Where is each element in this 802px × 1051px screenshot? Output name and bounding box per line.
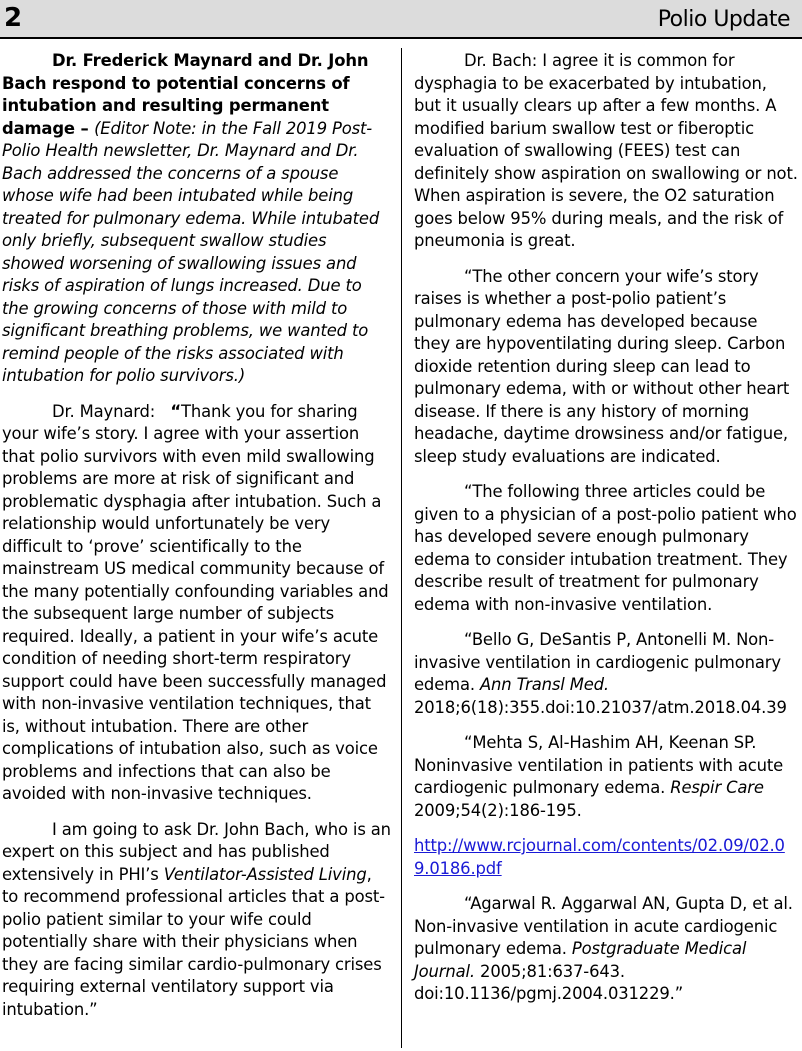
- maynard-label: Dr. Maynard:: [52, 401, 156, 421]
- reference-2-citation: 2009;54(2):186-195.: [414, 800, 582, 820]
- article-headline: Dr. Frederick Maynard and Dr. John Bach respond to potential concerns of intubation and resulting permanent damage: [2, 51, 369, 138]
- bach-paragraph: Dr. Bach: I agree it is common for dysphagia to be exacerbated by intubation, but it usually clears up after a few months. A modified barium swallow test or fiberoptic evaluation of swallowing (FEES) test can definitely show aspiration on swallowing or not. When aspiration is severe, the O2 saturation goes below 95% during meals, and the risk of pneumonia is great.: [414, 51, 798, 250]
- publication-name: Ventilator-Assisted Living: [163, 864, 367, 884]
- reference-2-link-paragraph: [414, 835, 798, 880]
- maynard-quote-mark: “: [170, 401, 181, 421]
- reference-1-journal: Ann Transl Med.: [479, 675, 609, 694]
- newsletter-title: Polio Update: [657, 7, 790, 32]
- ask-text-after: , to recommend professional articles that a post-polio patient similar to your wife could potentially share with their physicians when they are facing similar cardio-pulmonary crises requiring external ventilatory support via intubation.”: [2, 864, 385, 1019]
- reference-2-authors: “Mehta S, Al-Hashim AH, Keenan SP. Noninvasive ventilation in patients with acute cardiogenic pulmonary edema.: [414, 733, 784, 797]
- ask-bach-paragraph: [2, 819, 392, 1022]
- reference-2-link[interactable]: http://www.rcjournal.com/contents/02.09/02.09.0186.pdf: [414, 836, 785, 878]
- reference-3-journal: Postgraduate Medical Journal.: [414, 939, 747, 981]
- reference-1-citation: 2018;6(18):355.doi:10.21037/atm.2018.04.39: [414, 697, 787, 717]
- reference-1-authors: “Bello G, DeSantis P, Antonelli M. Non-invasive ventilation in cardiogenic pulmonary edema.: [414, 630, 781, 694]
- maynard-text: Thank you for sharing your wife’s story. I agree with your assertion that polio survivors with even mild swallowing problems are more at risk of significant and problematic dysphagia after intubation. Such a relationship would unfortunately be very difficult to ‘prove’ scientifically to the mainstream US medical community because of the many potentially confounding variables and the subsequent large number of subjects required. Ideally, a patient in your wife’s acute condition of needing short-term respiratory support could have been successfully managed with non-invasive ventilation techniques, that is, without intubation. There are other complications of intubation also, such as voice problems and infections that can also be avoided with non-invasive techniques.: [2, 401, 389, 803]
- reference-3: [414, 893, 798, 1006]
- ask-text-before: I am going to ask Dr. John Bach, who is an expert on this subject and has published extensively in PHI’s: [2, 819, 391, 884]
- three-articles-paragraph: “The following three articles could be given to a physician of a post-polio patient who has developed severe enough pulmonary edema to consider intubation treatment. They describe result of treatment for pulmonary edema with non-invasive ventilation.: [414, 482, 797, 614]
- left-column: [2, 50, 392, 1034]
- right-column: [414, 50, 798, 1019]
- reference-3-authors: “Agarwal R. Aggarwal AN, Gupta D, et al. Non-invasive ventilation in acute cardiogenic pulmonary edema.: [414, 894, 793, 958]
- reference-1: [414, 629, 798, 719]
- page-header: [0, 0, 802, 39]
- editor-note: (Editor Note: in the Fall 2019 Post-Polio Health newsletter, Dr. Maynard and Dr. Bach addressed the concerns of a spouse whose wife had been intubated while being treated for pulmonary edema. While intubated only briefly, subsequent swallow studies showed worsening of swallowing issues and risks of aspiration of lungs increased. Due to the growing concerns of those with mild to significant breathing problems, we wanted to remind people of the risks associated with intubation for polio survivors.): [2, 118, 380, 385]
- reference-2: [414, 732, 798, 822]
- reference-3-citation: 2005;81:637-643. doi:10.1136/pgmj.2004.031229.”: [414, 961, 684, 1003]
- intro-paragraph: [2, 50, 392, 388]
- other-concern-paragraph: “The other concern your wife’s story raises is whether a post-polio patient’s pulmonary edema has developed because they are hypoventilating during sleep. Carbon dioxide retention during sleep can lead to pulmonary edema, with or without other heart disease. If there is any history of morning headache, daytime drowsiness and/or fatigue, sleep study evaluations are indicated.: [414, 266, 790, 466]
- column-divider: [401, 48, 402, 1048]
- page-number: 2: [4, 3, 23, 33]
- maynard-paragraph: [2, 401, 392, 806]
- reference-2-journal: Respir Care: [670, 778, 764, 797]
- headline-dash: –: [74, 118, 95, 138]
